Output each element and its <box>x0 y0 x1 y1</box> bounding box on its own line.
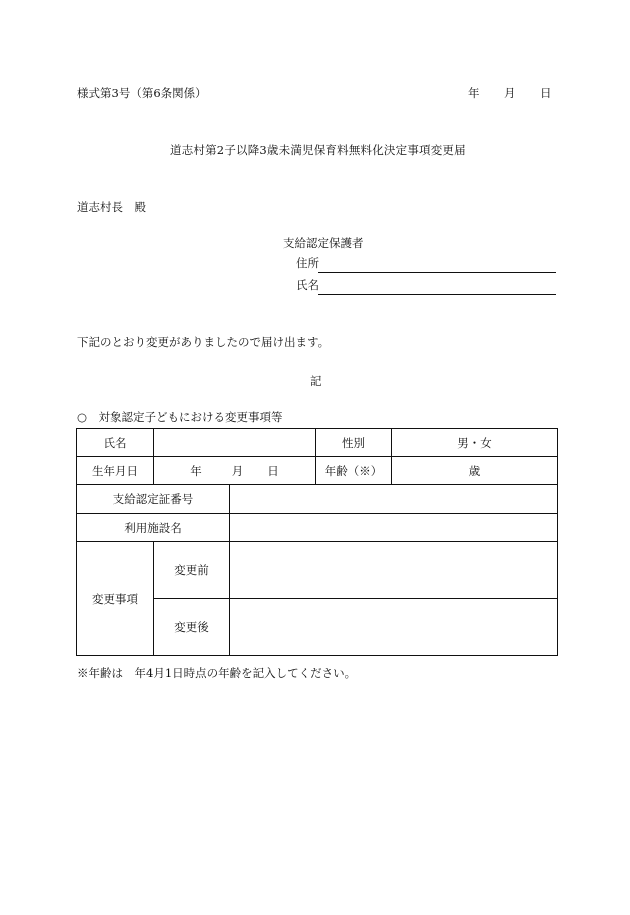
applicant-heading: 支給認定保護者 <box>283 236 364 250</box>
date-year-label: 年 <box>468 86 480 100</box>
addressee: 道志村長 殿 <box>77 200 146 214</box>
age-field[interactable]: 歳 <box>392 457 558 485</box>
child-name-field[interactable] <box>154 429 316 457</box>
ki-mark: 記 <box>310 374 322 388</box>
birth-year-unit: 年 <box>190 463 202 478</box>
document-title: 道志村第2子以降3歳未満児保育料無料化決定事項変更届 <box>170 143 466 157</box>
name-line[interactable] <box>318 294 556 295</box>
table-row <box>77 457 558 485</box>
certificate-number-field[interactable] <box>230 485 558 514</box>
address-label: 住所 <box>296 256 319 270</box>
birth-date-field[interactable] <box>154 457 316 485</box>
age-label: 年齢（※） <box>316 457 392 485</box>
before-change-field[interactable] <box>230 542 558 599</box>
intro-text: 下記のとおり変更がありましたので届け出ます。 <box>77 335 330 349</box>
birth-month-unit: 月 <box>231 463 244 478</box>
facility-name-field[interactable] <box>230 514 558 542</box>
change-details-table <box>76 428 558 656</box>
form-number: 様式第3号（第6条関係） <box>77 86 207 100</box>
certificate-number-label: 支給認定証番号 <box>77 485 230 514</box>
date-month-label: 月 <box>504 86 516 100</box>
table-row <box>77 485 558 514</box>
sex-field[interactable]: 男・女 <box>392 429 558 457</box>
birth-day-unit: 日 <box>267 463 279 478</box>
section-heading: ○ 対象認定子どもにおける変更事項等 <box>77 410 283 424</box>
birth-date-label: 生年月日 <box>77 457 154 485</box>
after-change-field[interactable] <box>230 599 558 656</box>
date-day-label: 日 <box>540 86 552 100</box>
after-change-label: 変更後 <box>154 599 230 656</box>
name-label: 氏名 <box>296 278 319 292</box>
before-change-label: 変更前 <box>154 542 230 599</box>
child-name-label: 氏名 <box>77 429 154 457</box>
table-row <box>77 429 558 457</box>
table-row <box>77 542 558 599</box>
table-row <box>77 514 558 542</box>
age-footnote: ※年齢は 年4月1日時点の年齢を記入してください。 <box>77 666 357 680</box>
facility-name-label: 利用施設名 <box>77 514 230 542</box>
change-items-label: 変更事項 <box>77 542 154 656</box>
sex-label: 性別 <box>316 429 392 457</box>
address-line[interactable] <box>318 272 556 273</box>
